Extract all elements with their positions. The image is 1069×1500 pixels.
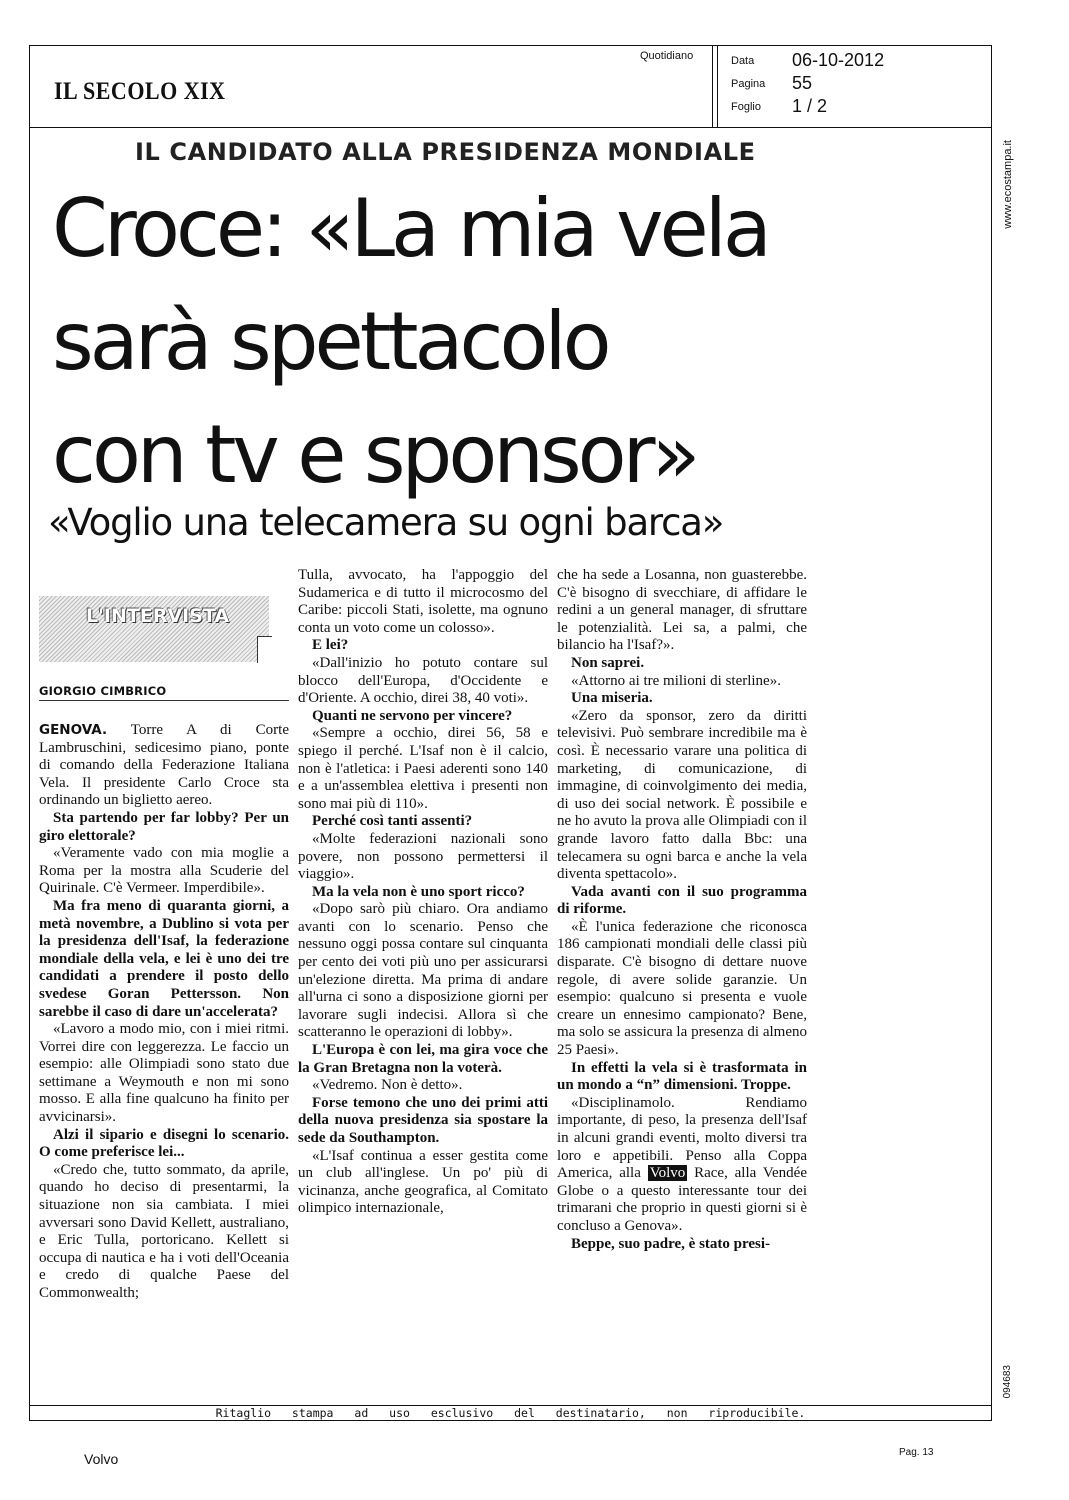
interview-question: Non saprei. — [571, 654, 645, 671]
interview-question: L'Europa è con lei, ma gira voce che la Gran Bretagna non la voterà. — [298, 1042, 548, 1076]
interview-answer: Tulla, avvocato, ha l'appoggio del Sudamerica e di tutto il microcosmo del Caribe: piccoli Stati, isolette, ma ognuno conta un voto come un colosso». — [298, 567, 548, 636]
interview-question: E lei? — [312, 637, 349, 654]
section-label: L'INTERVISTA — [86, 605, 230, 627]
headline-line: sarà spettacolo — [52, 295, 608, 388]
interview-question: Forse temono che uno dei primi atti della nuova presidenza sia spostare la sede da Southampton. — [298, 1094, 548, 1146]
header-vertical-rule — [717, 45, 718, 127]
interview-question: Quanti ne servono per vincere? — [312, 707, 513, 724]
interview-question: Una miseria. — [571, 690, 653, 707]
copyright-notice: Ritaglio stampa ad uso esclusivo del destinatario, non riproducibile. — [215, 1406, 806, 1420]
page-number: Pag. 13 — [899, 1447, 934, 1458]
dateline: GENOVA. — [39, 722, 108, 738]
headline-line: con tv e sponsor» — [52, 408, 697, 501]
interview-question: Ma la vela non è uno sport ricco? — [312, 883, 525, 900]
interview-answer: «Veramente vado con mia moglie a Roma per la mostra alla Scuderie del Quirinale. C'è Vermeer. Imperdibile». — [39, 845, 289, 897]
interview-question: Vada avanti con il suo programma di riforme. — [557, 883, 807, 918]
interview-answer: «Molte federazioni nazionali sono povere, non possono permettersi il viaggio». — [298, 830, 548, 883]
article-author: GIORGIO CIMBRICO — [39, 684, 167, 698]
article-subhead: «Voglio una telecamera su ogni barca» — [48, 501, 724, 544]
client-name: Volvo — [84, 1451, 119, 1467]
article-column-2 — [298, 567, 548, 1218]
article-column-3 — [557, 567, 807, 1253]
sheet-value: 1 / 2 — [792, 96, 828, 116]
header-vertical-rule — [712, 45, 713, 127]
author-rule — [39, 700, 289, 701]
interview-answer: «L'Isaf continua a esser gestita come un club all'inglese. Un po' più di vicinanza, anche geografica, al Comitato olimpico internazionale, — [298, 1147, 548, 1217]
headline-line: Croce: «La mia vela — [52, 182, 768, 275]
date-label: Data — [731, 55, 755, 67]
page-label: Pagina — [731, 78, 766, 90]
interview-answer: «Attorno ai tre milioni di sterline». — [571, 672, 781, 689]
newspaper-masthead: IL SECOLO XIX — [54, 76, 226, 105]
answer-text: «Disciplinamolo. Rendiamo importante, di peso, la presenza dell'Isaf in alcuni grandi eventi, molto diversi tra loro e appetibili. Penso alla Coppa America, alla — [557, 1094, 807, 1182]
interview-answer: «Sempre a occhio, direi 56, 58 e spiego il perché. L'Isaf non è il calcio, non è l'atletica: i Paesi aderenti sono 140 e a un'assemblea elettiva i presenti non sono mai più di 110». — [298, 725, 548, 812]
paragraph: Torre A di Corte Lambruschini, sedicesimo piano, ponte di comando della Federazione Italiana Vela. Il presidente Carlo Croce sta ordinando un biglietto aereo. — [39, 722, 289, 809]
interview-question: Ma fra meno di quaranta giorni, a metà novembre, a Dublino si vota per la presidenza dell'Isaf, la federazione mondiale della vela, e lei è uno dei tre candidati a prendere il posto dello svedese Goran Pettersson. Non sarebbe il caso di dare un'accelerata? — [39, 897, 289, 1020]
publication-type: Quotidiano — [640, 50, 694, 62]
clipping-code: 094683 — [1002, 1365, 1013, 1399]
answer-text: Race, alla Vendée Globe o a questo interessante tour dei trimarani che proprio in questi giorni si è concluso a Genova». — [557, 1165, 807, 1234]
interview-answer: «Credo che, tutto sommato, da aprile, quando ho deciso di presentarmi, la situazione non sia cambiata. I miei avversari sono David Kellett, australiano, e Eric Tulla, portoricano. Kellett si occupa di nautica e ha i voti dell'Oceania e credo di qualche Paese del Commonwealth; — [39, 1161, 289, 1301]
sheet-label: Foglio — [731, 101, 761, 113]
interview-question: In effetti la vela si è trasformata in un mondo a “n” dimensioni. Troppe. — [557, 1059, 807, 1094]
brand-highlight: Volvo — [649, 1165, 686, 1182]
section-banner-corner — [257, 636, 272, 663]
header-divider — [29, 127, 992, 128]
interview-answer: «Vedremo. Non è detto». — [312, 1077, 463, 1094]
page-value: 55 — [792, 73, 813, 93]
article-column-1 — [39, 722, 289, 1303]
interview-answer: «È l'unica federazione che riconosca 186 campionati mondiali delle classi più disparate. C'è bisogno di dettare nuove regole, di avere solide garanzie. Un esempio: qualcuno si presenta e vuole creare un ennesimo campionato? Bene, ma solo se assicura la presenza di almeno 25 Paesi». — [557, 918, 807, 1059]
interview-answer: «Lavoro a modo mio, con i miei ritmi. Vorrei dire con leggerezza. Le faccio un esempio: alle Olimpiadi sono stato due settimane a Weymouth e non mi sono mosso. E alla fine qualcuno ha finito per avvicinarsi». — [39, 1021, 289, 1126]
interview-answer: «Zero da sponsor, zero da diritti televisivi. Può sembrare incredibile ma è così. È necessario varare una politica di marketing, di comunicazione, di immagine, di coinvolgimento dei media, di uso dei social network. È possibile e ne ho avuto la prova alle Olimpiadi con il grande lavoro fatto dalla Bbc: una telecamera su ogni barca e anche la vela diventa spettacolo». — [557, 707, 807, 883]
interview-answer: che ha sede a Losanna, non guasterebbe. C'è bisogno di svecchiare, di affidare le redini a un general manager, di sfruttare le potenzialità. Lei sa, a palmi, che bilancio ha l'Isaf?». — [557, 567, 807, 654]
interview-question: Alzi il sipario e disegni lo scenario. O come preferisce lei... — [39, 1126, 289, 1161]
date-value: 06-10-2012 — [792, 50, 885, 70]
source-url: www.ecostampa.it — [1002, 140, 1014, 229]
interview-answer: «Dall'inizio ho potuto contare sul blocco dell'Europa, d'Occidente e d'Oriente. A occhio, direi 38, 40 voti». — [298, 654, 548, 707]
interview-answer — [557, 1095, 807, 1236]
interview-question: Perché così tanti assenti? — [312, 813, 473, 830]
article-kicker: IL CANDIDATO ALLA PRESIDENZA MONDIALE — [135, 138, 756, 166]
article-headline — [52, 172, 768, 511]
interview-question: Sta partendo per far lobby? Per un giro elettorale? — [39, 809, 289, 844]
interview-answer: «Dopo sarò più chiaro. Ora andiamo avanti con lo scenario. Penso che nessuno oggi possa contare sul cinquanta per cento dei voti più uno per assicurarsi un'elezione diretta. Ma prima di andare all'urna ci sono a disposizione giorni per lavorare sugli indecisi. Allora sì che scatteranno le operazioni di lobby». — [298, 901, 548, 1041]
interview-question: Beppe, suo padre, è stato presi- — [571, 1235, 771, 1252]
